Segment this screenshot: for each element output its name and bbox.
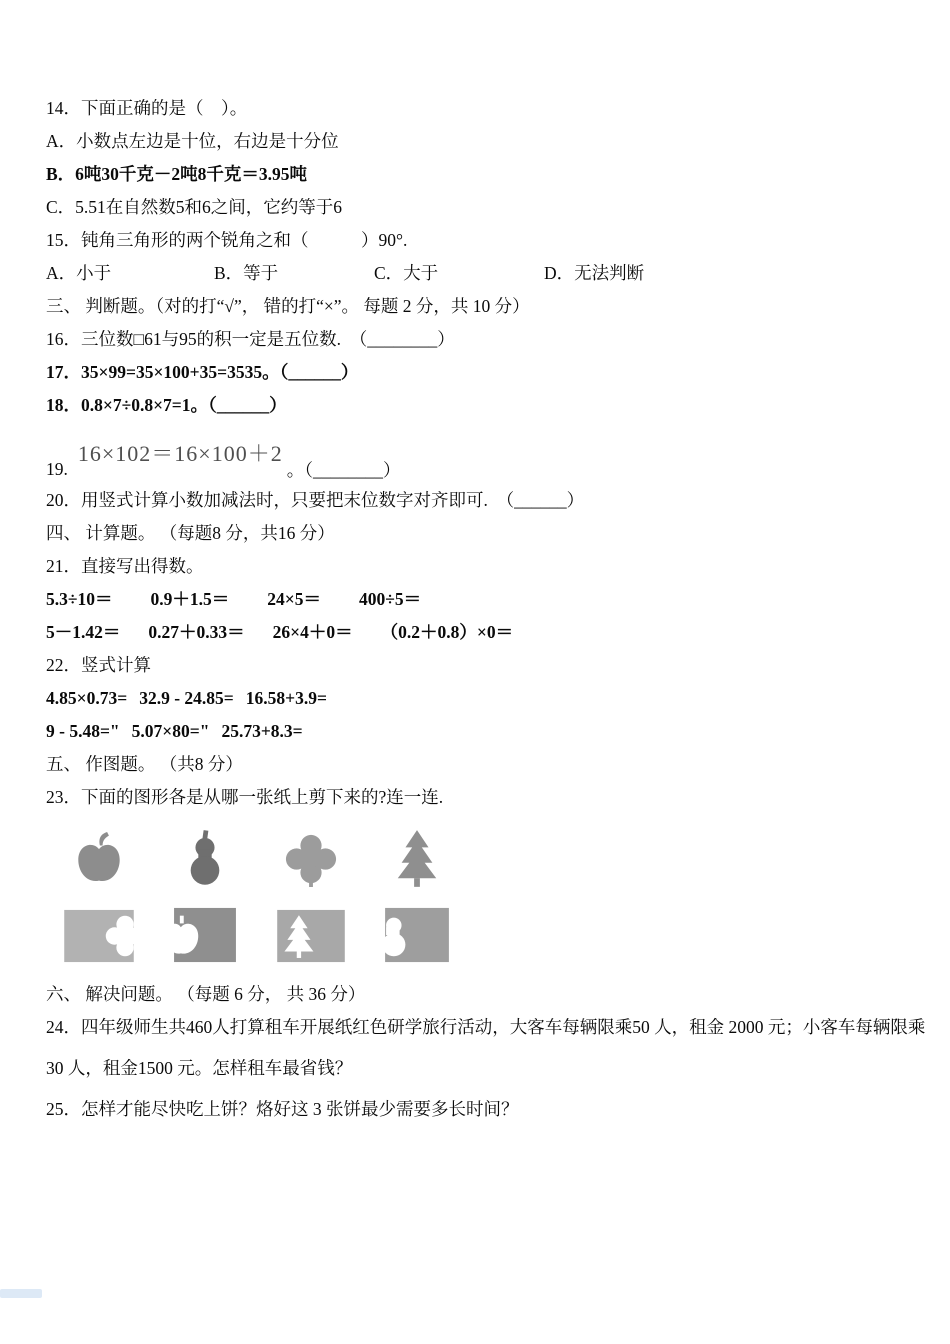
calc-expression: 32.9 - 24.85=	[139, 688, 234, 708]
q15-options	[46, 257, 904, 290]
paper-cutout-4-icon	[364, 906, 470, 964]
q15-option-c: C．大于	[374, 263, 439, 283]
apple-shape-icon	[46, 830, 152, 888]
q14-stem: 14．下面正确的是（ ）。	[46, 98, 248, 118]
q23-papers-row	[46, 902, 904, 964]
q23-shapes-row	[46, 822, 904, 888]
q18: 18．0.8×7÷0.8×7=1。（______）	[46, 395, 287, 415]
q23-stem: 23．下面的图形各是从哪一张纸上剪下来的?连一连.	[46, 787, 444, 807]
gourd-shape-icon	[152, 828, 258, 888]
q15-option-a: A．小于	[46, 263, 112, 283]
q19-number: 19.	[46, 459, 68, 479]
calc-expression: 24×5＝	[267, 589, 321, 609]
q22-stem: 22．竖式计算	[46, 655, 151, 675]
calc-expression: 25.73+8.3=	[221, 721, 303, 741]
q19-formula-image: 16×102＝16×100＋2	[77, 441, 283, 466]
tree-shape-icon	[364, 828, 470, 888]
q15-option-b: B．等于	[214, 263, 279, 283]
q25: 25．怎样才能尽快吃上饼？烙好这 3 张饼最少需要多长时间？	[46, 1099, 519, 1119]
calc-expression: （0.2＋0.8）×0＝	[380, 622, 514, 642]
calc-expression: 0.9＋1.5＝	[150, 589, 230, 609]
q15-option-d: D．无法判断	[544, 263, 645, 283]
q24-line1: 24．四年级师生共460人打算租车开展纸红色研学旅行活动，大客车每辆限乘50 人，租金 2000 元；小客车每辆限乘	[46, 1017, 926, 1037]
q21-row2	[46, 616, 904, 649]
q16: 16．三位数□61与95的积一定是五位数. （________）	[46, 329, 455, 349]
q17: 17．35×99=35×100+35=3535。（______）	[46, 362, 359, 382]
q14-option-c: C．5.51在自然数5和6之间，它约等于6	[46, 197, 343, 217]
section-4-heading: 四、 计算题。 （每题8 分，共16 分）	[46, 523, 335, 543]
q15-stem: 15．钝角三角形的两个锐角之和（ ）90°.	[46, 230, 408, 250]
calc-expression: 5－1.42＝	[46, 622, 121, 642]
q22-row2	[46, 715, 904, 748]
paper-cutout-3-icon	[258, 908, 364, 964]
paper-cutout-2-icon	[152, 906, 258, 964]
calc-expression: 4.85×0.73=	[46, 688, 128, 708]
q24-line2: 30 人，租金1500 元。怎样租车最省钱？	[46, 1058, 353, 1078]
scan-artifact-mark	[0, 1289, 42, 1298]
q22-row1	[46, 682, 904, 715]
calc-expression: 400÷5＝	[358, 589, 422, 609]
flower-shape-icon	[258, 832, 364, 888]
q21-stem: 21．直接写出得数。	[46, 556, 204, 576]
q14-option-a: A．小数点左边是十位，右边是十分位	[46, 131, 339, 151]
calc-expression: 9 - 5.48="	[46, 721, 120, 741]
calc-expression: 26×4＋0＝	[272, 622, 353, 642]
section-5-heading: 五、 作图题。 （共8 分）	[46, 754, 243, 774]
calc-expression: 5.07×80="	[131, 721, 210, 741]
q20: 20．用竖式计算小数加减法时，只要把末位数字对齐即可. （______）	[46, 490, 585, 510]
section-3-heading: 三、 判断题。（对的打“√”， 错的打“×”。 每题 2 分，共 10 分）	[46, 296, 530, 316]
paper-cutout-1-icon	[46, 908, 152, 964]
section-6-heading: 六、 解决问题。 （每题 6 分， 共 36 分）	[46, 984, 366, 1004]
q21-row1	[46, 583, 904, 616]
q19	[46, 422, 904, 484]
calc-expression: 5.3÷10＝	[46, 589, 113, 609]
calc-expression: 0.27＋0.33＝	[148, 622, 245, 642]
q14-option-b: B．6吨30千克－2吨8千克＝3.95吨	[46, 164, 308, 184]
calc-expression: 16.58+3.9=	[245, 688, 327, 708]
q19-answer-blank: 。（________）	[286, 460, 401, 480]
